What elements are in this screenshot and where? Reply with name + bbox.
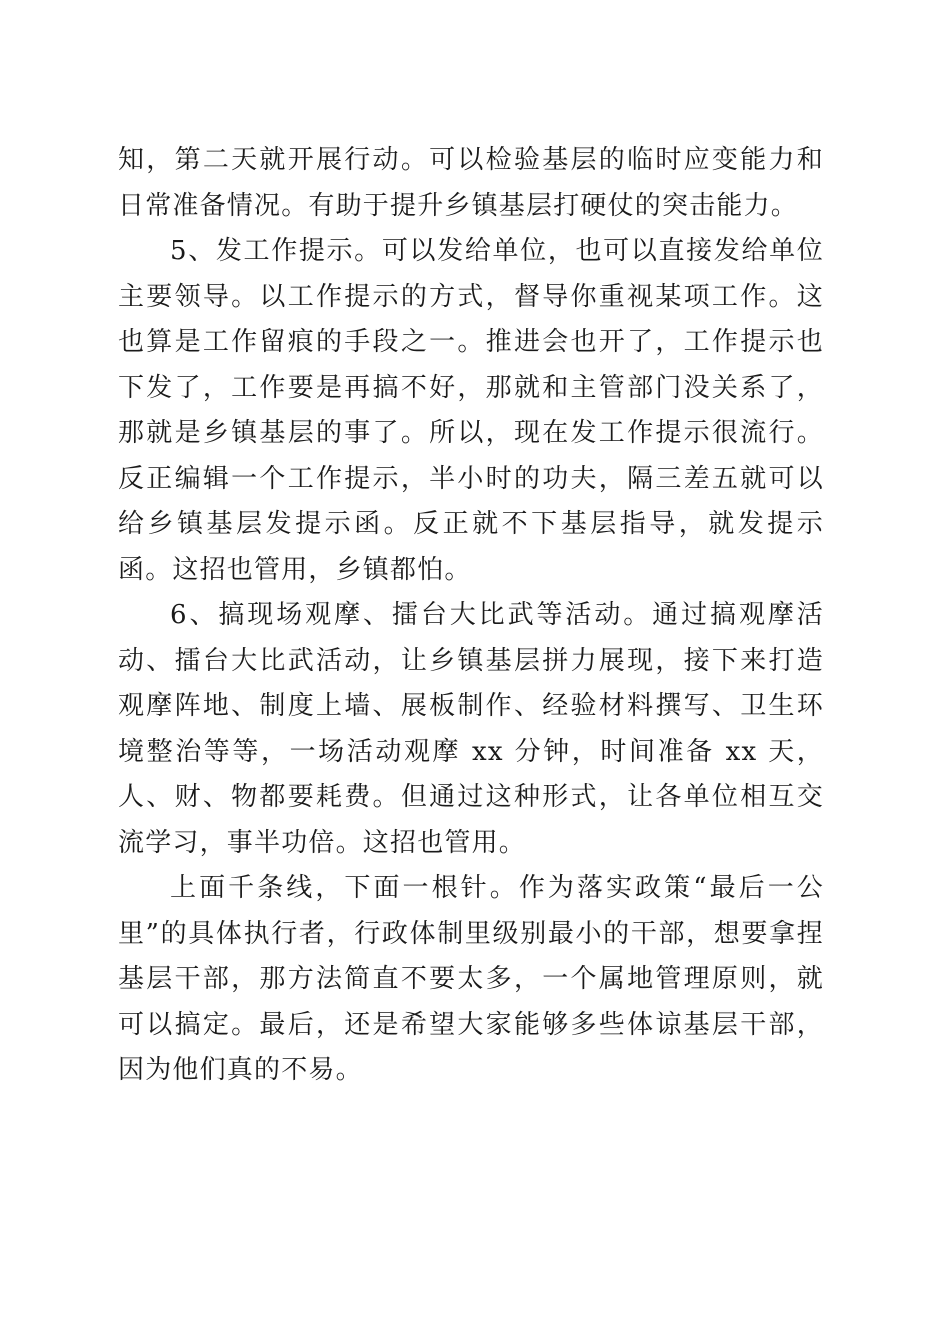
paragraph-continuation: 知，第二天就开展行动。可以检验基层的临时应变能力和日常准备情况。有助于提升乡镇基层打硬仗的突击能力。 <box>118 145 824 221</box>
paragraph-conclusion: 上面千条线，下面一根针。作为落实政策“最后一公里”的具体执行者，行政体制里级别最小的干部，想要拿捏基层干部，那方法简直不要太多，一个属地管理原则，就可以搞定。最后，还是希望大家能够多些体谅基层干部，因为他们真的不易。 <box>118 873 824 1085</box>
paragraph-item-6: 6、搞现场观摩、擂台大比武等活动。通过搞观摩活动、擂台大比武活动，让乡镇基层拼力展现，接下来打造观摩阵地、制度上墙、展板制作、经验材料撰写、卫生环境整治等等，一场活动观摩 xx 分钟，时间准备 xx 天，人、财、物都要耗费。但通过这种形式，让各单位相互交流学习，事半功倍。这招也管用。 <box>118 600 824 858</box>
document-body <box>118 138 824 1094</box>
paragraph-item-5: 5、发工作提示。可以发给单位，也可以直接发给单位主要领导。以工作提示的方式，督导你重视某项工作。这也算是工作留痕的手段之一。推进会也开了，工作提示也下发了，工作要是再搞不好，那就和主管部门没关系了，那就是乡镇基层的事了。所以，现在发工作提示很流行。反正编辑一个工作提示，半小时的功夫，隔三差五就可以给乡镇基层发提示函。反正就不下基层指导，就发提示函。这招也管用，乡镇都怕。 <box>118 236 824 585</box>
